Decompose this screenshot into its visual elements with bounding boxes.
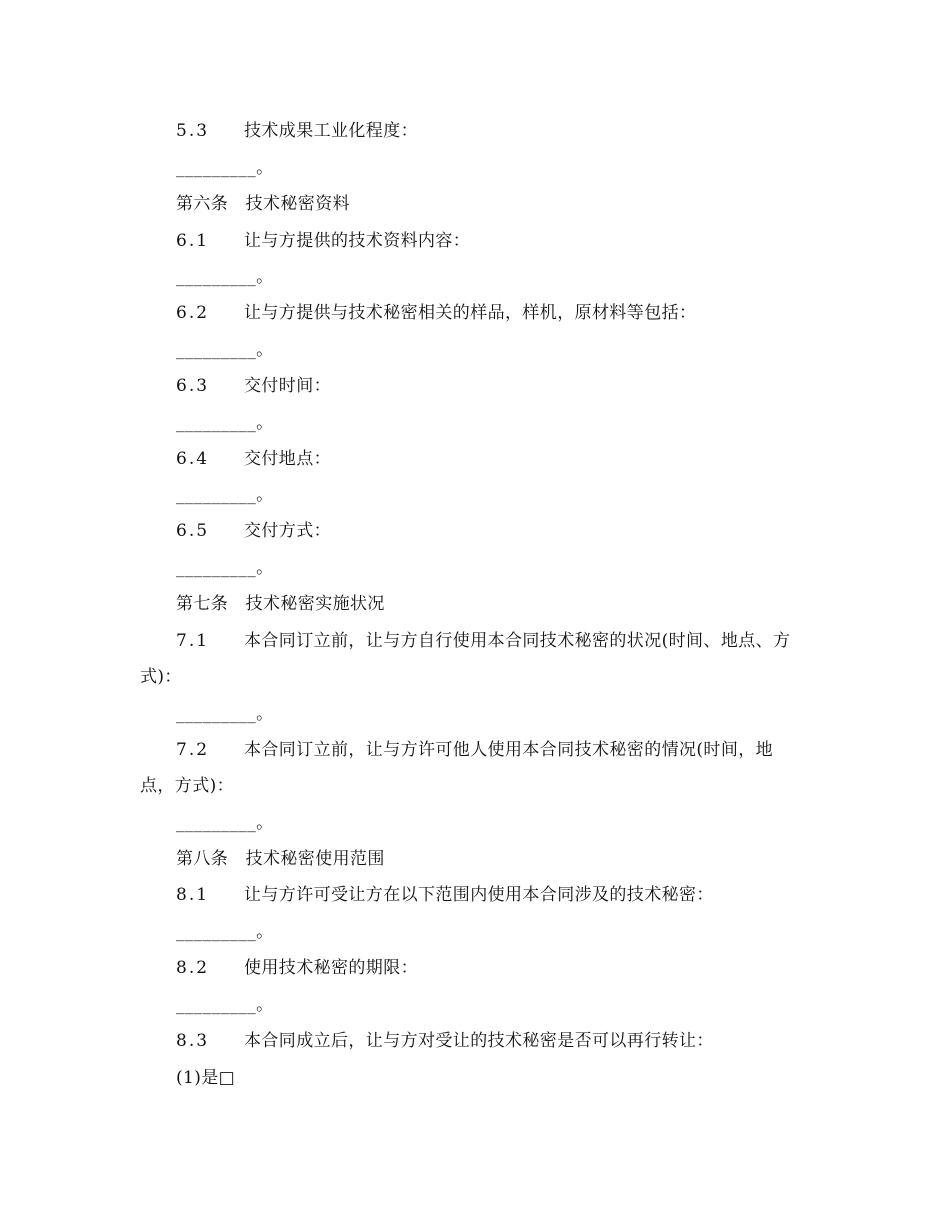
clause-7-2-continuation: 点，方式)： [140, 776, 235, 796]
clause-text: 交付地点： [244, 449, 331, 469]
clause-7-1 [176, 630, 790, 652]
clause-text: 本合同订立前，让与方自行使用本合同技术秘密的状况(时间、地点、方 [244, 631, 791, 651]
clause-text: 让与方提供的技术资料内容： [244, 231, 471, 251]
clause-8-1 [176, 884, 714, 906]
clause-text: 让与方许可受让方在以下范围内使用本合同涉及的技术秘密： [244, 885, 714, 905]
article-7-heading: 第七条 技术秘密实施状况 [176, 594, 385, 614]
blank-line: _________。 [176, 995, 274, 1015]
clause-6-5 [176, 520, 331, 542]
blank-line: _________。 [176, 813, 274, 833]
clause-text: 本合同成立后，让与方对受让的技术秘密是否可以再行转让： [244, 1031, 714, 1051]
blank-line: _________。 [176, 704, 274, 724]
clause-6-2 [176, 302, 696, 324]
clause-number: 8.1 [176, 885, 210, 905]
clause-5-3 [176, 120, 418, 142]
clause-number: 7.2 [176, 740, 210, 760]
clause-text: 使用技术秘密的期限： [244, 958, 418, 978]
clause-number: 6.3 [176, 376, 210, 396]
blank-line: _________。 [176, 340, 274, 360]
clause-text: 让与方提供与技术秘密相关的样品，样机，原材料等包括： [244, 303, 697, 323]
blank-line: _________。 [176, 267, 274, 287]
clause-text: 本合同订立前，让与方许可他人使用本合同技术秘密的情况(时间，地 [244, 740, 774, 760]
blank-line: _________。 [176, 413, 274, 433]
article-8-heading: 第八条 技术秘密使用范围 [176, 849, 385, 869]
clause-7-1-continuation: 式)： [140, 667, 182, 687]
clause-number: 6.4 [176, 449, 210, 469]
clause-number: 5.3 [176, 121, 210, 141]
clause-6-3 [176, 375, 331, 397]
clause-number: 7.1 [176, 631, 210, 651]
blank-line: _________。 [176, 158, 274, 178]
clause-number: 6.5 [176, 521, 210, 541]
clause-7-2 [176, 739, 773, 761]
option-yes: (1)是□ [176, 1068, 236, 1088]
clause-text: 交付方式： [244, 521, 331, 541]
blank-line: _________。 [176, 485, 274, 505]
clause-number: 6.2 [176, 303, 210, 323]
clause-8-3 [176, 1030, 714, 1052]
clause-text: 交付时间： [244, 376, 331, 396]
blank-line: _________。 [176, 922, 274, 942]
clause-6-4 [176, 448, 331, 470]
clause-6-1 [176, 230, 470, 252]
clause-number: 8.3 [176, 1031, 210, 1051]
clause-number: 6.1 [176, 231, 210, 251]
clause-8-2 [176, 957, 418, 979]
article-6-heading: 第六条 技术秘密资料 [176, 194, 350, 214]
clause-text: 技术成果工业化程度： [244, 121, 418, 141]
clause-number: 8.2 [176, 958, 210, 978]
blank-line: _________。 [176, 558, 274, 578]
